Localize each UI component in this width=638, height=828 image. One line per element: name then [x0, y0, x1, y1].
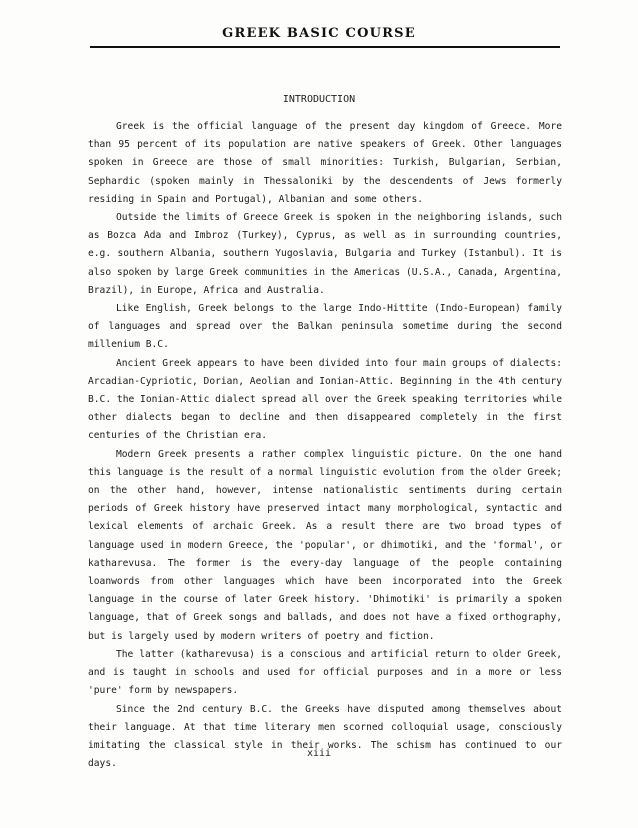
paragraph-2: Outside the limits of Greece Greek is spoken in the neighboring islands, such as Bozca Ada and Imbroz (Turkey), Cyprus, as well as in surrounding countries, e.g. southern Albania, southern Yugoslavia, Bulgaria and Turkey (Istanbul). It is also spoken by large Greek communities in the Americas (U.S.A., Canada, Argentina, Brazil), in Europe, Africa and Australia. [88, 212, 562, 296]
running-head-title: GREEK BASIC COURSE [222, 26, 416, 41]
paragraph-3: Like English, Greek belongs to the large Indo-Hittite (Indo-European) family of languages and spread over the Balkan peninsula sometime during the second millenium B.C. [88, 303, 562, 351]
paragraph-4: Ancient Greek appears to have been divided into four main groups of dialects: Arcadian-Cypriotic, Dorian, Aeolian and Ionian-Attic. Beginning in the 4th century B.C. the Ionian-Attic dialect spread all over the Greek speaking territories while other dialects began to decline and then disappeared completely in the first centuries of the Christian era. [88, 357, 562, 442]
header-rule [90, 46, 560, 48]
page-number: xiii [306, 748, 332, 759]
paragraph-5: Modern Greek presents a rather complex linguistic picture. On the one hand this language is the result of a normal linguistic evolution from the older Greek; on the other hand, however, intense nationalistic sentiments during certain periods of Greek history have preserved intact many morphological, syntactic and lexical elements of archaic Greek. As a result there are two broad types of language used in modern Greece, the 'popular', or dhimotiki, and the 'formal', or katharevusa. The former is the every-day language of the people containing loanwords from other languages which have been incorporated into the Greek language in the course of later Greek history. 'Dhimotiki' is primarily a spoken language, that of Greek songs and ballads, and does not have a fixed orthography, but is largely used by modern writers of poetry and fiction. [88, 448, 562, 642]
section-title: INTRODUCTION [282, 94, 356, 105]
paragraph-6: The latter (katharevusa) is a conscious and artificial return to older Greek, and is taught in schools and used for official purposes and in a more or less 'pure' form by newspapers. [88, 648, 562, 697]
body-text [88, 118, 562, 773]
paragraph-1: Greek is the official language of the present day kingdom of Greece. More than 95 percent of its population are native speakers of Greek. Other languages spoken in Greece are those of small minorities: Turkish, Bulgarian, Serbian, Sephardic (spoken mainly in Thessaloniki by the descendents of Jews formerly residing in Spain and Portugal), Albanian and some others. [88, 121, 562, 205]
paragraph-7: Since the 2nd century B.C. the Greeks have disputed among themselves about their language. At that time literary men scorned colloquial usage, consciously imitating the classical style in their works. The schism has continued to our days. [88, 703, 562, 770]
